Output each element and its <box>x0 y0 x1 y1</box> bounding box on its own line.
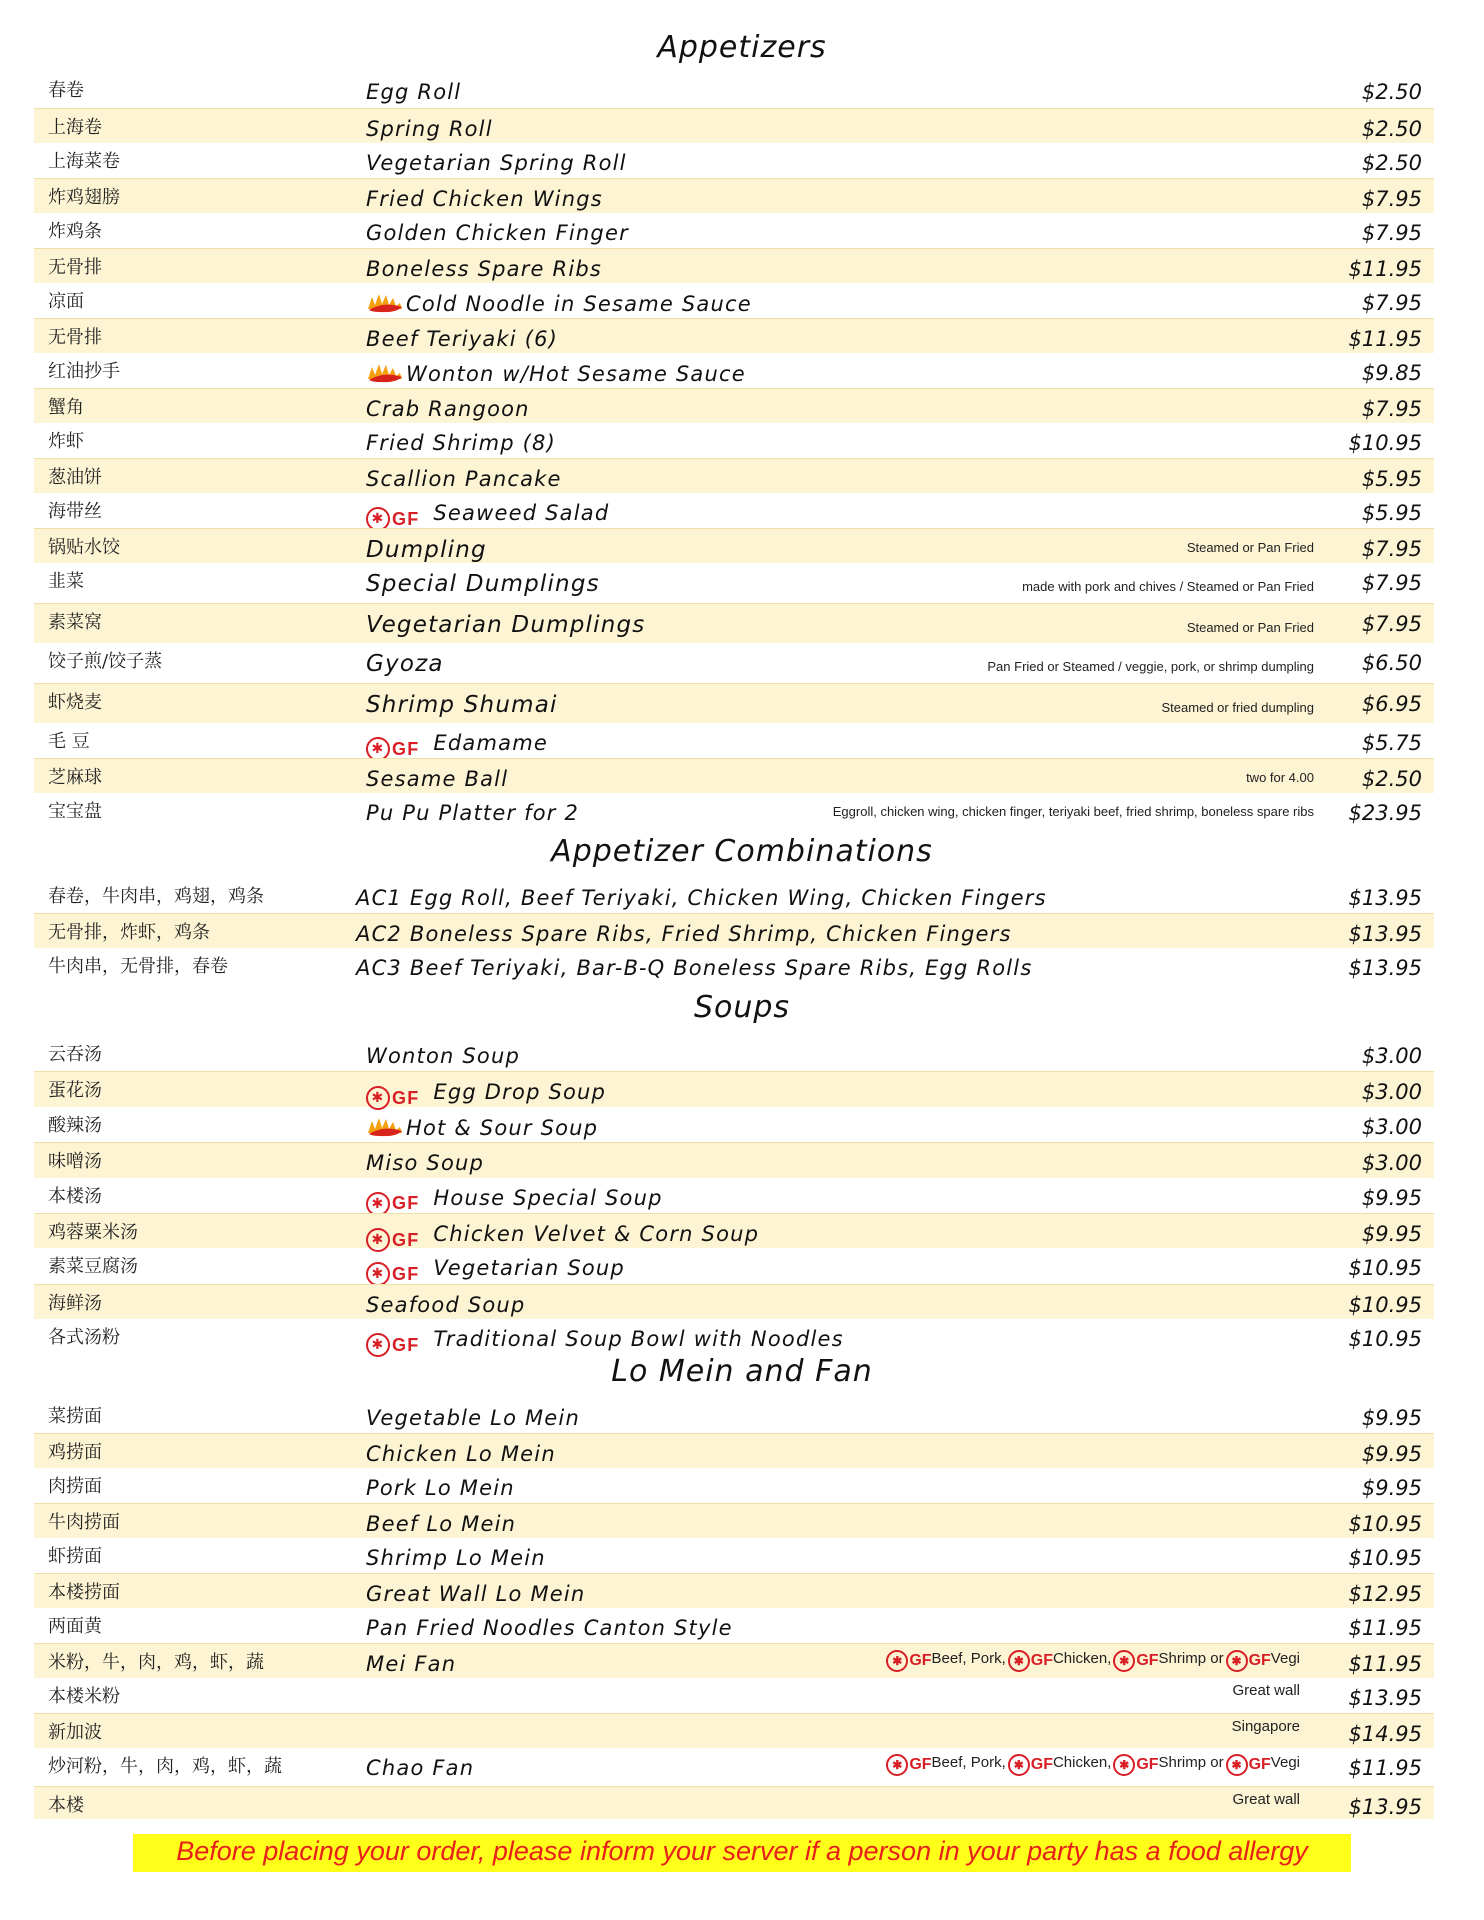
dish-name-text: Pu Pu Platter for 2 <box>366 801 580 825</box>
item-price: $9.95 <box>1361 1442 1422 1466</box>
gluten-free-icon <box>1113 1754 1158 1776</box>
item-note: two for 4.00 <box>1246 770 1314 785</box>
dish-name-text: Wonton Soup <box>366 1044 521 1068</box>
dish-name-text: Shrimp Shumai <box>366 692 558 718</box>
menu-item-row <box>34 1748 1434 1786</box>
item-price: $7.95 <box>1361 397 1422 421</box>
item-price: $11.95 <box>1348 1616 1422 1640</box>
item-price: $6.95 <box>1361 692 1422 716</box>
item-price: $3.00 <box>1361 1151 1422 1176</box>
chinese-name: 炒河粉，牛，肉，鸡，虾，蔬 <box>48 1756 282 1777</box>
chinese-name: 味噌汤 <box>48 1151 102 1173</box>
menu-item-row <box>34 493 1434 528</box>
dish-name <box>366 1044 520 1068</box>
dish-name-text: Beef Lo Mein <box>366 1512 517 1536</box>
dish-name-text: Seaweed Salad <box>433 501 610 525</box>
dish-name-text: Miso Soup <box>366 1151 485 1176</box>
dish-name-text: Vegetable Lo Mein <box>366 1406 580 1430</box>
item-price: $7.95 <box>1361 291 1422 315</box>
item-price: $7.95 <box>1361 187 1422 211</box>
gluten-free-icon <box>1226 1650 1271 1672</box>
wheat-icon: ✱ <box>1008 1650 1030 1672</box>
meat-options <box>886 1754 1302 1776</box>
menu-item-row <box>34 1573 1434 1608</box>
menu-item-row <box>34 1213 1434 1248</box>
menu-item-row <box>34 1178 1434 1213</box>
menu-item-row <box>34 283 1434 318</box>
menu-item-row <box>34 1398 1434 1433</box>
dish-name-text: AC1 Egg Roll, Beef Teriyaki, Chicken Wing, Chicken Fingers <box>356 886 1047 910</box>
chinese-name: 炸虾 <box>48 431 84 452</box>
item-price: $11.95 <box>1348 327 1422 351</box>
chinese-name: 蟹角 <box>48 397 84 418</box>
menu-item-row <box>34 1678 1434 1713</box>
chinese-name: 宝宝盘 <box>48 801 102 822</box>
menu-item-row <box>34 1713 1434 1748</box>
menu-item-row <box>34 643 1434 683</box>
item-price: $3.00 <box>1361 1080 1422 1105</box>
chinese-name: 鸡捞面 <box>48 1442 102 1463</box>
item-price: $7.95 <box>1361 612 1422 636</box>
menu-item-row <box>34 878 1434 913</box>
dish-name <box>366 151 627 175</box>
chinese-name: 素菜豆腐汤 <box>48 1256 138 1278</box>
gf-label: GF <box>1136 1652 1159 1669</box>
chinese-name: 凉面 <box>48 291 84 312</box>
dish-name <box>356 886 1047 910</box>
dish-name <box>366 501 609 531</box>
item-price: $13.95 <box>1348 956 1422 980</box>
chinese-name: 米粉，牛，肉，鸡，虾，蔬 <box>48 1652 264 1673</box>
dish-name-text: Fried Shrimp (8) <box>366 431 556 455</box>
section-title-lo-mein-and-fan: Lo Mein and Fan <box>611 1354 873 1389</box>
dish-name <box>366 801 579 825</box>
section-title-soups: Soups <box>693 990 791 1025</box>
item-price: $9.95 <box>1361 1222 1422 1246</box>
item-note: Singapore <box>1231 1718 1300 1735</box>
dish-name-text: Mei Fan <box>366 1652 457 1676</box>
wheat-icon: ✱ <box>366 1228 390 1252</box>
dish-name-text: Seafood Soup <box>366 1292 526 1317</box>
dish-name <box>366 1652 456 1676</box>
chinese-name: 本楼汤 <box>48 1185 102 1207</box>
chinese-name: 酸辣汤 <box>48 1114 102 1136</box>
gluten-free-icon <box>886 1754 931 1776</box>
menu-item-row <box>34 1248 1434 1283</box>
chinese-name: 芝麻球 <box>48 767 102 788</box>
chinese-name: 各式汤粉 <box>48 1327 120 1349</box>
dish-name <box>366 1406 580 1430</box>
item-note: Steamed or Pan Fried <box>1186 540 1314 555</box>
item-price: $10.95 <box>1348 431 1422 455</box>
gf-label: GF <box>392 1263 420 1284</box>
menu-item-row <box>34 108 1434 143</box>
wheat-icon: ✱ <box>366 1086 390 1110</box>
item-price: $10.95 <box>1348 1512 1422 1536</box>
menu-item-row <box>34 723 1434 758</box>
dish-name <box>366 1582 585 1606</box>
gf-label: GF <box>392 1334 420 1355</box>
item-price: $14.95 <box>1348 1722 1422 1746</box>
menu-item-row <box>34 1608 1434 1643</box>
chinese-name: 红油抄手 <box>48 361 120 382</box>
chinese-name: 本楼捞面 <box>48 1582 120 1603</box>
item-price: $10.95 <box>1348 1292 1422 1317</box>
item-price: $5.75 <box>1361 731 1422 755</box>
dish-name-text: Crab Rangoon <box>366 397 530 421</box>
chinese-name: 菜捞面 <box>48 1406 102 1427</box>
dish-name <box>366 1546 546 1570</box>
item-price: $2.50 <box>1361 80 1422 104</box>
dish-name-text: Great Wall Lo Mein <box>366 1582 586 1606</box>
chinese-name: 肉捞面 <box>48 1476 102 1497</box>
dish-name <box>366 291 752 318</box>
dish-name <box>366 1186 663 1216</box>
menu-item-row <box>34 213 1434 248</box>
dish-name-text: Vegetarian Spring Roll <box>366 151 627 175</box>
option-label: Vegi <box>1270 1754 1300 1771</box>
chinese-name: 两面黄 <box>48 1616 102 1637</box>
menu-item-row <box>34 1107 1434 1142</box>
chinese-name: 锅贴水饺 <box>48 537 120 558</box>
menu-item-row <box>34 1142 1434 1177</box>
wheat-icon: ✱ <box>366 1192 390 1216</box>
dish-name <box>366 1756 474 1780</box>
chinese-name: 上海卷 <box>48 117 102 138</box>
chinese-name: 无骨排，炸虾，鸡条 <box>48 922 210 943</box>
dish-name <box>366 692 558 718</box>
wheat-icon: ✱ <box>1226 1754 1248 1776</box>
dish-name-text: Edamame <box>433 731 548 755</box>
dish-name-text: Egg Drop Soup <box>433 1080 607 1105</box>
chinese-name: 素菜窝 <box>48 612 102 633</box>
section-title-appetizers: Appetizers <box>657 30 827 65</box>
option-label: Shrimp or <box>1158 1754 1224 1771</box>
item-price: $10.95 <box>1348 1256 1422 1281</box>
dish-name <box>366 327 558 351</box>
option-label: Chicken, <box>1052 1650 1112 1667</box>
menu-item-row <box>34 1433 1434 1468</box>
menu-item-row <box>34 1071 1434 1106</box>
menu-item-row <box>34 458 1434 493</box>
chili-icon <box>366 361 404 388</box>
item-price: $6.50 <box>1361 651 1422 675</box>
menu-item-row <box>34 528 1434 563</box>
chinese-name: 炸鸡条 <box>48 221 102 242</box>
chinese-name: 鸡蓉粟米汤 <box>48 1222 138 1243</box>
gf-label: GF <box>392 738 420 759</box>
item-price: $7.95 <box>1361 537 1422 561</box>
chinese-name: 韭菜 <box>48 571 84 592</box>
chinese-name: 海带丝 <box>48 501 102 522</box>
wheat-icon: ✱ <box>886 1754 908 1776</box>
item-price: $11.95 <box>1348 257 1422 281</box>
menu-item-row <box>34 318 1434 353</box>
chinese-name: 牛肉捞面 <box>48 1512 120 1533</box>
chinese-name: 无骨排 <box>48 327 102 348</box>
chinese-name: 本楼米粉 <box>48 1686 120 1707</box>
wheat-icon: ✱ <box>1113 1754 1135 1776</box>
item-price: $9.95 <box>1361 1476 1422 1500</box>
menu-item-row <box>34 913 1434 948</box>
option-label: Chicken, <box>1052 1754 1112 1771</box>
dish-name-text: Sesame Ball <box>366 767 509 791</box>
chinese-name: 新加波 <box>48 1722 102 1743</box>
wheat-icon: ✱ <box>886 1650 908 1672</box>
dish-name <box>366 187 603 211</box>
dish-name-text: Pan Fried Noodles Canton Style <box>366 1616 733 1640</box>
dish-name-text: Egg Roll <box>366 80 462 104</box>
dish-name-text: Beef Teriyaki (6) <box>366 327 559 351</box>
dish-name <box>366 467 562 491</box>
dish-name-text: Hot & Sour Soup <box>406 1115 599 1140</box>
chinese-name: 虾捞面 <box>48 1546 102 1567</box>
item-price: $5.95 <box>1361 467 1422 491</box>
gf-label: GF <box>392 1087 420 1108</box>
dish-name-text: Dumpling <box>366 537 487 563</box>
section-title-appetizer-combinations: Appetizer Combinations <box>551 834 933 869</box>
option-label: Beef, Pork, <box>931 1650 1006 1667</box>
item-price: $13.95 <box>1348 886 1422 910</box>
dish-name <box>366 257 602 281</box>
menu-item-row <box>34 1284 1434 1319</box>
dish-name <box>366 221 629 245</box>
dish-name <box>356 922 1012 946</box>
wheat-icon: ✱ <box>366 1333 390 1357</box>
dish-name <box>366 1151 484 1175</box>
gf-label: GF <box>1248 1756 1271 1773</box>
gf-label: GF <box>392 508 420 529</box>
dish-name <box>366 1476 515 1500</box>
chinese-name: 蛋花汤 <box>48 1080 102 1102</box>
chinese-name: 无骨排 <box>48 257 102 278</box>
chinese-name: 牛肉串，无骨排，春卷 <box>48 956 228 977</box>
dish-name <box>366 1327 844 1357</box>
chinese-name: 葱油饼 <box>48 467 102 488</box>
gf-label: GF <box>909 1652 932 1669</box>
option-label: Shrimp or <box>1158 1650 1224 1667</box>
chinese-name: 虾烧麦 <box>48 692 102 713</box>
dish-name-text: Gyoza <box>366 651 444 677</box>
dish-name-text: Vegetarian Soup <box>433 1256 625 1281</box>
wheat-icon: ✱ <box>1008 1754 1030 1776</box>
menu-item-row <box>34 388 1434 423</box>
gluten-free-icon <box>366 1192 419 1216</box>
menu-item-row <box>34 1319 1434 1354</box>
dish-name-text: Traditional Soup Bowl with Noodles <box>433 1327 844 1352</box>
dish-name-text: AC3 Beef Teriyaki, Bar-B-Q Boneless Spare Ribs, Egg Rolls <box>356 956 1033 980</box>
chinese-name: 炸鸡翅膀 <box>48 187 120 208</box>
chinese-name: 春卷，牛肉串，鸡翅，鸡条 <box>48 886 264 907</box>
allergy-notice-text: Before placing your order, please inform your server if a person in your party has a food allergy <box>176 1836 1308 1866</box>
gf-label: GF <box>1030 1756 1053 1773</box>
dish-name <box>366 1442 556 1466</box>
item-price: $2.50 <box>1361 117 1422 141</box>
menu-item-row <box>34 1036 1434 1071</box>
dish-name-text: House Special Soup <box>433 1185 663 1210</box>
dish-name <box>356 956 1032 980</box>
item-price: $23.95 <box>1348 801 1422 825</box>
menu-item-row <box>34 1643 1434 1678</box>
dish-name <box>366 1616 733 1640</box>
dish-name-text: Chicken Velvet & Corn Soup <box>433 1222 760 1246</box>
gluten-free-icon <box>1226 1754 1271 1776</box>
item-price: $10.95 <box>1348 1327 1422 1352</box>
item-note: Steamed or fried dumpling <box>1161 700 1314 715</box>
dish-name-text: Pork Lo Mein <box>366 1476 515 1500</box>
item-price: $11.95 <box>1348 1652 1422 1676</box>
item-note: Steamed or Pan Fried <box>1186 620 1314 635</box>
dish-name-text: Wonton w/Hot Sesame Sauce <box>406 362 746 386</box>
menu-item-row <box>34 1503 1434 1538</box>
menu-item-row <box>34 1786 1434 1819</box>
gluten-free-icon <box>886 1650 931 1672</box>
item-price: $13.95 <box>1348 1795 1422 1819</box>
wheat-icon: ✱ <box>366 507 390 531</box>
item-note: Great wall <box>1232 1682 1300 1699</box>
menu-item-row <box>34 423 1434 458</box>
dish-name <box>366 1256 625 1286</box>
item-note: Great wall <box>1232 1791 1300 1808</box>
item-price: $9.95 <box>1361 1406 1422 1430</box>
wheat-icon: ✱ <box>366 1262 390 1286</box>
item-price: $9.85 <box>1361 361 1422 385</box>
dish-name-text: Fried Chicken Wings <box>366 187 603 211</box>
item-note: made with pork and chives / Steamed or Pan Fried <box>1022 579 1314 594</box>
option-label: Beef, Pork, <box>931 1754 1006 1771</box>
gluten-free-icon <box>1008 1650 1053 1672</box>
menu-item-row <box>34 178 1434 213</box>
dish-name <box>366 1115 598 1142</box>
wheat-icon: ✱ <box>366 737 390 761</box>
chinese-name: 云吞汤 <box>48 1044 102 1065</box>
item-note: Pan Fried or Steamed / veggie, pork, or shrimp dumpling <box>987 659 1314 674</box>
menu-item-row <box>34 603 1434 643</box>
chili-icon <box>366 291 404 318</box>
gf-label: GF <box>392 1193 420 1214</box>
menu-item-row <box>34 793 1434 828</box>
dish-name-text: Scallion Pancake <box>366 467 562 491</box>
dish-name-text: Shrimp Lo Mein <box>366 1546 546 1570</box>
dish-name-text: Vegetarian Dumplings <box>366 612 646 638</box>
dish-name-text: Golden Chicken Finger <box>366 221 629 245</box>
chinese-name: 春卷 <box>48 80 84 101</box>
chinese-name: 饺子煎/饺子蒸 <box>48 651 163 672</box>
chinese-name: 毛 豆 <box>48 731 90 752</box>
item-price: $9.95 <box>1361 1185 1422 1210</box>
allergy-notice-banner <box>133 1834 1351 1872</box>
menu-item-row <box>34 72 1434 108</box>
dish-name-text: AC2 Boneless Spare Ribs, Fried Shrimp, Chicken Fingers <box>356 922 1012 946</box>
gf-label: GF <box>909 1756 932 1773</box>
menu-item-row <box>34 758 1434 793</box>
menu-item-row <box>34 248 1434 283</box>
dish-name-text: Cold Noodle in Sesame Sauce <box>406 292 752 316</box>
dish-name <box>366 431 556 455</box>
gluten-free-icon <box>1113 1650 1158 1672</box>
chinese-name: 本楼 <box>48 1795 84 1816</box>
chinese-name: 上海菜卷 <box>48 151 120 172</box>
item-price: $7.95 <box>1361 221 1422 245</box>
dish-name <box>366 537 487 563</box>
wheat-icon: ✱ <box>1226 1650 1248 1672</box>
gf-label: GF <box>1248 1652 1271 1669</box>
dish-name <box>366 767 508 791</box>
menu-item-row <box>34 563 1434 603</box>
item-price: $2.50 <box>1361 151 1422 175</box>
dish-name-text: Special Dumplings <box>366 571 600 597</box>
meat-options <box>886 1650 1302 1672</box>
dish-name <box>366 80 461 104</box>
item-price: $2.50 <box>1361 767 1422 791</box>
item-price: $7.95 <box>1361 571 1422 595</box>
menu-item-row <box>34 1468 1434 1503</box>
chinese-name: 海鲜汤 <box>48 1292 102 1314</box>
dish-name <box>366 397 530 421</box>
gf-label: GF <box>392 1229 420 1250</box>
gf-label: GF <box>1030 1652 1053 1669</box>
menu-item-row <box>34 143 1434 178</box>
gluten-free-icon <box>366 1262 419 1286</box>
wheat-icon: ✱ <box>1113 1650 1135 1672</box>
dish-name-text: Chao Fan <box>366 1756 475 1780</box>
dish-name-text: Boneless Spare Ribs <box>366 257 603 281</box>
gluten-free-icon <box>1008 1754 1053 1776</box>
dish-name <box>366 731 548 761</box>
item-price: $13.95 <box>1348 922 1422 946</box>
item-note: Eggroll, chicken wing, chicken finger, teriyaki beef, fried shrimp, boneless spare ribs <box>832 804 1314 819</box>
item-price: $12.95 <box>1348 1582 1422 1606</box>
menu-item-row <box>34 1538 1434 1573</box>
item-price: $10.95 <box>1348 1546 1422 1570</box>
dish-name <box>366 1293 525 1317</box>
dish-name-text: Chicken Lo Mein <box>366 1442 556 1466</box>
dish-name <box>366 117 493 141</box>
item-price: $5.95 <box>1361 501 1422 525</box>
menu-item-row <box>34 353 1434 388</box>
dish-name <box>366 651 444 677</box>
menu-item-row <box>34 948 1434 983</box>
item-price: $13.95 <box>1348 1686 1422 1710</box>
item-price: $11.95 <box>1348 1756 1422 1780</box>
menu-item-row <box>34 683 1434 723</box>
dish-name-text: Spring Roll <box>366 117 493 141</box>
dish-name <box>366 361 746 388</box>
item-price: $3.00 <box>1361 1114 1422 1139</box>
dish-name <box>366 612 645 638</box>
dish-name <box>366 1512 516 1536</box>
dish-name <box>366 571 600 597</box>
item-price: $3.00 <box>1361 1044 1422 1068</box>
gf-label: GF <box>1136 1756 1159 1773</box>
option-label: Vegi <box>1270 1650 1300 1667</box>
chili-icon <box>366 1115 404 1142</box>
